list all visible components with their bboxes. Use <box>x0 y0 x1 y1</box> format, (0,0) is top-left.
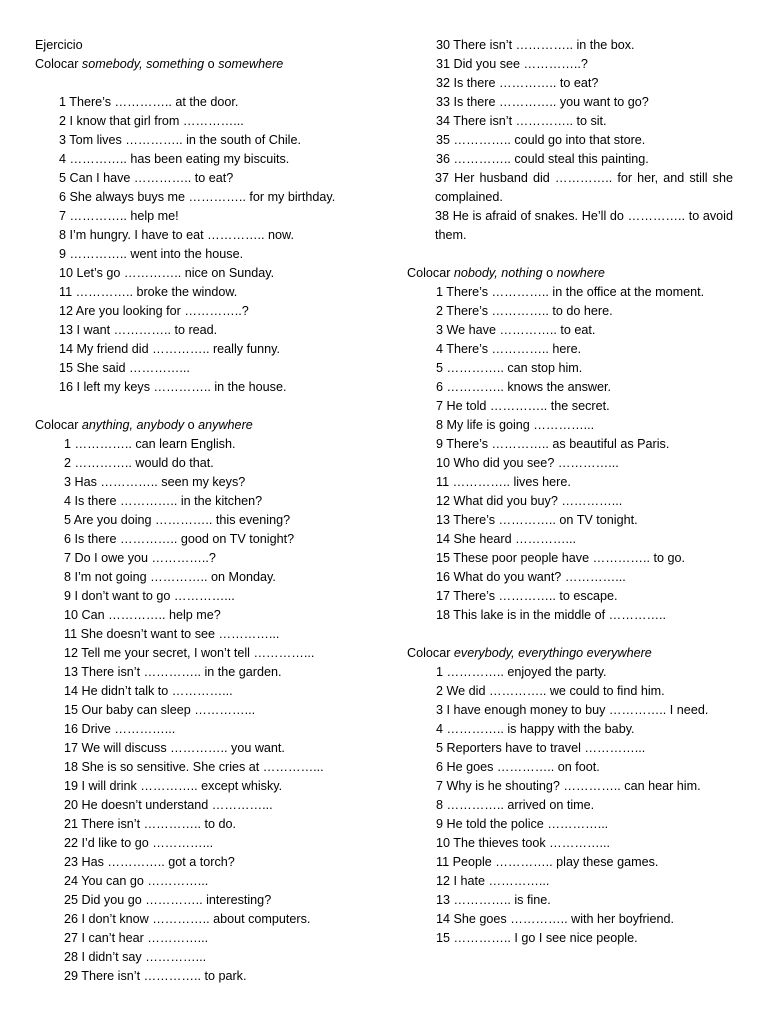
exercise-item: 2 There’s ………….. to do here. <box>436 304 613 318</box>
exercise-item: 18 This lake is in the middle of ………….. <box>436 608 667 622</box>
exercise-item: 12 Tell me your secret, I won’t tell …………... <box>64 646 315 660</box>
exercise-item: 28 I didn’t say …………... <box>64 950 207 964</box>
exercise-item: 4 There’s ………….. here. <box>436 342 582 356</box>
exercise-item: 13 There’s ………….. on TV tonight. <box>436 513 638 527</box>
exercise-item: 20 He doesn’t understand …………... <box>64 798 273 812</box>
exercise-item: 7 Why is he shouting? ………….. can hear him. <box>436 779 701 793</box>
exercise-item: 8 ………….. arrived on time. <box>436 798 595 812</box>
exercise-item: 21 There isn’t ………….. to do. <box>64 817 236 831</box>
exercise-item: 5 Are you doing ………….. this evening? <box>64 513 291 527</box>
exercise-item: 32 Is there ………….. to eat? <box>436 76 599 90</box>
exercise-item: 14 He didn’t talk to …………... <box>64 684 233 698</box>
worksheet-title: Ejercicio <box>35 38 83 52</box>
exercise-item: 8 I’m hungry. I have to eat ………….. now. <box>59 228 294 242</box>
exercise-item: 24 You can go …………... <box>64 874 209 888</box>
heading-text: Colocar <box>35 57 82 71</box>
exercise-item: 9 ………….. went into the house. <box>59 247 244 261</box>
exercise-item: 18 She is so sensitive. She cries at …………... <box>64 760 324 774</box>
spacer <box>407 245 733 264</box>
exercise-item: 10 Can ………….. help me? <box>64 608 221 622</box>
exercise-item: 9 I don’t want to go …………... <box>64 589 235 603</box>
exercise-item: 8 I’m not going ………….. on Monday. <box>64 570 276 584</box>
exercise-item: 22 I’d like to go …………... <box>64 836 214 850</box>
exercise-item: 1 ………….. enjoyed the party. <box>436 665 607 679</box>
heading-text: Colocar <box>407 266 454 280</box>
exercise-item-wrapped: 37 Her husband did ………….. for her, and still she complained. <box>435 171 733 204</box>
exercise-item: 16 Drive …………... <box>64 722 176 736</box>
exercise-item: 27 I can’t hear …………... <box>64 931 209 945</box>
exercise-item: 15 These poor people have ………….. to go. <box>436 551 685 565</box>
right-column <box>407 36 733 948</box>
exercise-item: 23 Has ………….. got a torch? <box>64 855 235 869</box>
left-column <box>35 36 365 986</box>
exercise-item: 10 Who did you see? …………... <box>436 456 619 470</box>
exercise-item: 6 He goes ………….. on foot. <box>436 760 600 774</box>
heading-words: anything, anybody <box>81 418 185 432</box>
exercise-item: 3 We have ………….. to eat. <box>436 323 596 337</box>
section-heading-everybody <box>407 644 733 663</box>
exercise-item: 30 There isn’t ………….. in the box. <box>436 38 635 52</box>
exercise-item: 5 Can I have ………….. to eat? <box>59 171 234 185</box>
exercise-item: 1 There’s ………….. at the door. <box>59 95 239 109</box>
exercise-item: 17 We will discuss ………….. you want. <box>64 741 285 755</box>
exercise-item: 31 Did you see …………..? <box>436 57 588 71</box>
exercise-item: 14 She heard …………... <box>436 532 576 546</box>
spacer <box>407 625 733 644</box>
spacer <box>35 397 365 416</box>
exercise-item: 12 I hate …………... <box>436 874 550 888</box>
exercise-item: 9 He told the police …………... <box>436 817 609 831</box>
exercise-item: 5 Reporters have to travel …………... <box>436 741 646 755</box>
exercise-item: 5 ………….. can stop him. <box>436 361 583 375</box>
exercise-item: 3 Has ………….. seen my keys? <box>64 475 246 489</box>
exercise-item: 15 Our baby can sleep …………... <box>64 703 256 717</box>
section-heading-nobody <box>407 264 733 283</box>
section-heading-somebody <box>35 55 365 74</box>
exercise-list-everybody <box>407 663 733 948</box>
exercise-item: 11 ………….. lives here. <box>436 475 571 489</box>
heading-connector: o <box>204 57 219 71</box>
exercise-item: 6 Is there ………….. good on TV tonight? <box>64 532 295 546</box>
spacer <box>35 74 365 93</box>
exercise-item: 29 There isn’t ………….. to park. <box>64 969 247 983</box>
exercise-item: 2 I know that girl from …………... <box>59 114 244 128</box>
heading-words: everybody, everythingo everywhere <box>453 646 652 660</box>
heading-connector: o <box>184 418 199 432</box>
heading-words: anywhere <box>198 418 253 432</box>
exercise-item: 34 There isn’t ………….. to sit. <box>436 114 607 128</box>
exercise-item: 7 He told ………….. the secret. <box>436 399 610 413</box>
exercise-item: 10 The thieves took …………... <box>436 836 611 850</box>
exercise-item: 11 ………….. broke the window. <box>59 285 238 299</box>
exercise-item: 7 Do I owe you …………..? <box>64 551 216 565</box>
exercise-item: 4 ………….. is happy with the baby. <box>436 722 635 736</box>
exercise-item: 9 There’s ………….. as beautiful as Paris. <box>436 437 670 451</box>
exercise-item: 15 She said …………... <box>59 361 190 375</box>
exercise-item: 7 ………….. help me! <box>59 209 179 223</box>
exercise-item: 14 My friend did ………….. really funny. <box>59 342 280 356</box>
heading-words: somewhere <box>218 57 284 71</box>
exercise-item: 11 People ………….. play these games. <box>436 855 659 869</box>
exercise-item: 13 I want ………….. to read. <box>59 323 218 337</box>
exercise-item: 19 I will drink ………….. except whisky. <box>64 779 283 793</box>
section-heading-anything <box>35 416 365 435</box>
exercise-item: 10 Let’s go ………….. nice on Sunday. <box>59 266 275 280</box>
exercise-item: 15 ………….. I go I see nice people. <box>436 931 638 945</box>
exercise-item: 6 ………….. knows the answer. <box>436 380 611 394</box>
exercise-item: 2 ………….. would do that. <box>64 456 214 470</box>
exercise-item: 1 There’s ………….. in the office at the moment. <box>436 285 705 299</box>
exercise-item: 12 What did you buy? …………... <box>436 494 623 508</box>
exercise-item: 16 What do you want? …………... <box>436 570 626 584</box>
exercise-item: 36 ………….. could steal this painting. <box>436 152 649 166</box>
heading-connector: o <box>542 266 557 280</box>
exercise-item: 11 She doesn’t want to see …………... <box>64 627 280 641</box>
exercise-list-anything <box>35 435 365 986</box>
exercise-item: 4 ………….. has been eating my biscuits. <box>59 152 290 166</box>
heading-words: somebody, something <box>81 57 205 71</box>
exercise-item: 3 Tom lives ………….. in the south of Chile. <box>59 133 301 147</box>
exercise-list-nobody <box>407 283 733 625</box>
heading-text: Colocar <box>407 646 454 660</box>
heading-words: nobody, nothing <box>453 266 543 280</box>
exercise-item: 6 She always buys me ………….. for my birthday. <box>59 190 336 204</box>
exercise-item-wrapped: 38 He is afraid of snakes. He’ll do ………….. to avoid them. <box>435 209 733 242</box>
exercise-list-anything-continued <box>407 36 733 169</box>
heading-words: nowhere <box>556 266 605 280</box>
exercise-item: 13 ………….. is fine. <box>436 893 551 907</box>
exercise-item: 3 I have enough money to buy ………….. I need. <box>436 703 709 717</box>
exercise-item: 26 I don’t know ………….. about computers. <box>64 912 311 926</box>
exercise-item: 17 There’s ………….. to escape. <box>436 589 618 603</box>
exercise-list-somebody <box>35 93 365 397</box>
exercise-item: 8 My life is going …………... <box>436 418 595 432</box>
exercise-item: 4 Is there ………….. in the kitchen? <box>64 494 263 508</box>
exercise-item: 13 There isn’t ………….. in the garden. <box>64 665 282 679</box>
exercise-item: 2 We did ………….. we could to find him. <box>436 684 665 698</box>
exercise-item: 25 Did you go ………….. interesting? <box>64 893 272 907</box>
exercise-item: 12 Are you looking for …………..? <box>59 304 249 318</box>
exercise-item: 35 ………….. could go into that store. <box>436 133 646 147</box>
exercise-item: 33 Is there ………….. you want to go? <box>436 95 649 109</box>
exercise-item: 14 She goes ………….. with her boyfriend. <box>436 912 674 926</box>
exercise-item: 16 I left my keys ………….. in the house. <box>59 380 287 394</box>
heading-text: Colocar <box>35 418 82 432</box>
exercise-item: 1 ………….. can learn English. <box>64 437 236 451</box>
